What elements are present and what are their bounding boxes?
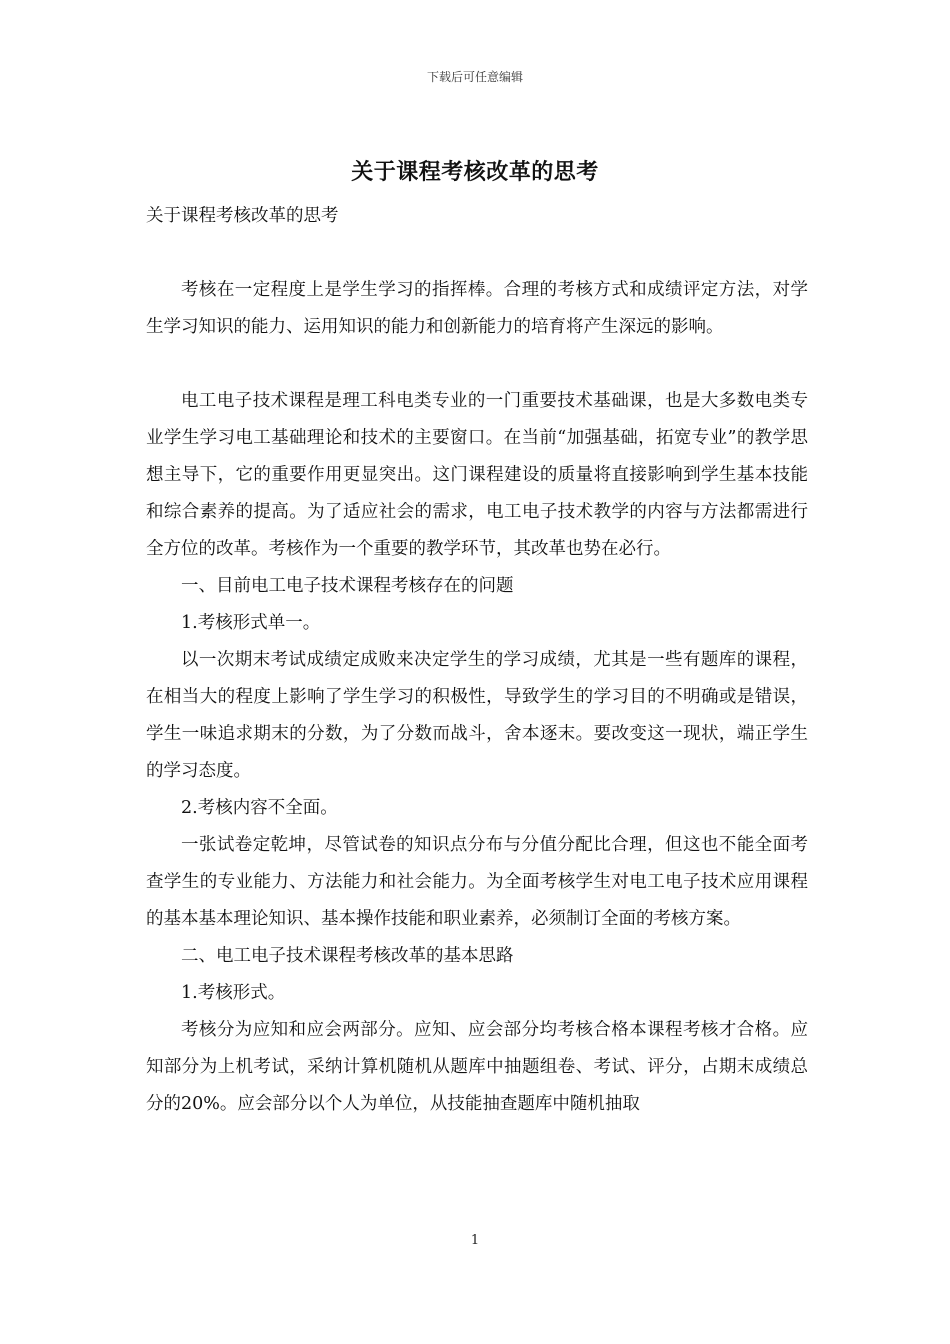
paragraph-gap <box>146 235 808 272</box>
header-note: 下载后可任意编辑 <box>426 70 523 84</box>
paragraph: 考核分为应知和应会两部分。应知、应会部分均考核合格本课程考核才合格。应知部分为上机考试，采纳计算机随机从题库中抽题组卷、考试、评分，占期末成绩总分的20%。应会部分以个人为单位，从技能抽查题库中随机抽取 <box>146 1020 808 1114</box>
document-title: 关于课程考核改革的思考 <box>351 159 599 185</box>
document-body <box>146 198 808 1123</box>
subsection-heading: 2.考核内容不全面。 <box>181 798 338 818</box>
paragraph-gap <box>146 346 808 383</box>
subsection-heading: 1.考核形式。 <box>181 983 286 1003</box>
paragraph: 以一次期末考试成绩定成败来决定学生的学习成绩，尤其是一些有题库的课程，在相当大的程度上影响了学生学习的积极性，导致学生的学习目的不明确或是错误，学生一味追求期末的分数，为了分数而战斗，舍本逐末。要改变这一现状，端正学生的学习态度。 <box>146 650 808 781</box>
paragraph: 一张试卷定乾坤，尽管试卷的知识点分布与分值分配比合理，但这也不能全面考查学生的专业能力、方法能力和社会能力。为全面考核学生对电工电子技术应用课程的基本基本理论知识、基本操作技能和职业素养，必须制订全面的考核方案。 <box>146 835 808 929</box>
subtitle-line: 关于课程考核改革的思考 <box>146 206 339 226</box>
paragraph: 电工电子技术课程是理工科电类专业的一门重要技术基础课，也是大多数电类专业学生学习电工基础理论和技术的主要窗口。在当前“加强基础，拓宽专业”的教学思想主导下，它的重要作用更显突出。这门课程建设的质量将直接影响到学生基本技能和综合素养的提高。为了适应社会的需求，电工电子技术教学的内容与方法都需进行全方位的改革。考核作为一个重要的教学环节，其改革也势在必行。 <box>146 391 808 559</box>
section-heading: 二、电工电子技术课程考核改革的基本思路 <box>181 946 514 966</box>
section-heading: 一、目前电工电子技术课程考核存在的问题 <box>181 576 514 596</box>
page-number: 1 <box>470 1233 480 1248</box>
subsection-heading: 1.考核形式单一。 <box>181 613 321 633</box>
paragraph: 考核在一定程度上是学生学习的指挥棒。合理的考核方式和成绩评定方法，对学生学习知识的能力、运用知识的能力和创新能力的培育将产生深远的影响。 <box>146 280 808 337</box>
